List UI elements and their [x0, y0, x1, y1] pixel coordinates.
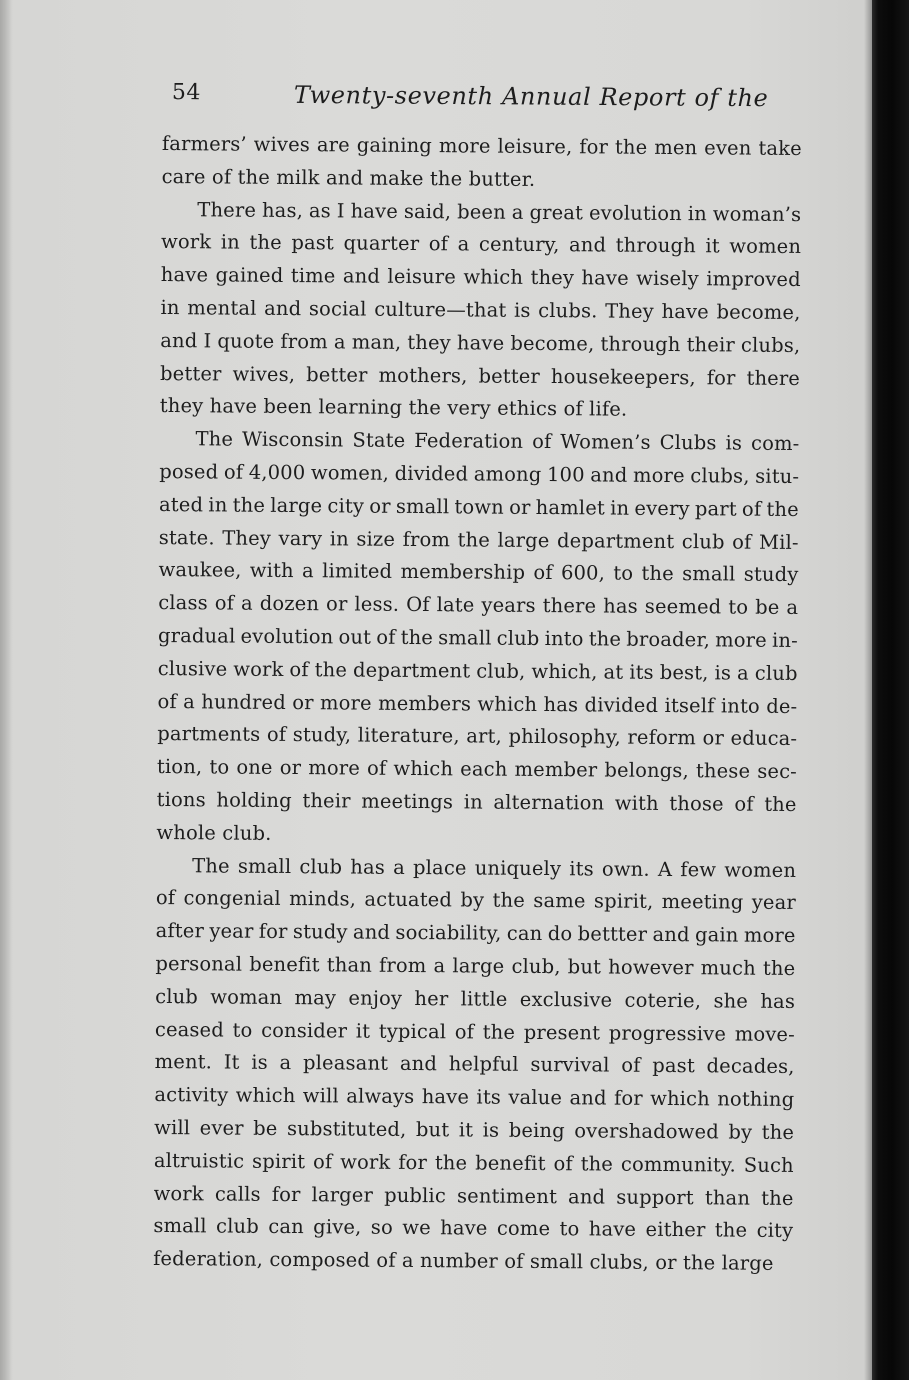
- text-line: farmers’ wives are gaining more leisure, for the men even take: [161, 131, 802, 161]
- text-line: work calls for larger public sentiment and support than the: [153, 1181, 794, 1210]
- text-line: altruistic spirit of work for the benefit of the community. Such: [153, 1148, 794, 1177]
- text-line: There has, as I have said, been a great evolution in woman’s: [197, 197, 802, 226]
- text-line: after year for study and sociability, can do bettter and gain more: [155, 919, 796, 948]
- text-line: they have been learning the very ethics of life.: [159, 394, 628, 422]
- text-line: will ever be substituted, but it is being overshadowed by the: [154, 1115, 795, 1144]
- text-line: class of a dozen or less. Of late years there has seemed to be a: [158, 591, 799, 620]
- text-line: small club can give, so we have come to have either the city: [153, 1214, 794, 1243]
- text-line: ment. It is a pleasant and helpful survival of past decades,: [154, 1050, 795, 1079]
- text-line: care of the milk and make the butter.: [161, 164, 536, 191]
- text-line: ceased to consider it typical of the present progressive move-: [154, 1017, 795, 1046]
- text-line: whole club.: [156, 820, 272, 845]
- text-line: and I quote from a man, they have become, through their clubs,: [160, 328, 801, 357]
- text-line: in mental and social culture—that is clubs. They have become,: [160, 295, 801, 325]
- text-line: waukee, with a limited membership of 600, to the small study: [158, 558, 799, 587]
- gutter-shadow: [0, 0, 12, 1380]
- text-line: federation, composed of a number of small clubs, or the large: [153, 1247, 774, 1275]
- text-line: tions holding their meetings in alternation with those of the: [156, 787, 797, 816]
- text-line: activity which will always have its value and for which nothing: [154, 1083, 795, 1112]
- page-edge-shade: [864, 0, 872, 1380]
- body-text: [153, 128, 802, 1281]
- book-cover-edge: [872, 0, 909, 1380]
- text-line: clusive work of the department club, which, at its best, is a club: [157, 656, 798, 685]
- text-line: of a hundred or more members which has divided itself into de-: [157, 689, 798, 718]
- running-head: Twenty-seventh Annual Report of the: [293, 80, 769, 113]
- text-line: personal benefit than from a large club, but however much the: [155, 951, 796, 980]
- text-line: tion, to one or more of which each member belongs, these sec-: [156, 755, 798, 784]
- text-line: gradual evolution out of the small club into the broader, more in-: [157, 623, 798, 652]
- paragraph: [160, 194, 802, 429]
- page-number: 54: [171, 79, 201, 106]
- text-line: posed of 4,000 women, divided among 100 and more clubs, situ-: [159, 459, 800, 488]
- text-line: state. They vary in size from the large department club of Mil-: [158, 525, 799, 554]
- paragraph: [156, 423, 799, 854]
- text-line: have gained time and leisure which they have wisely improved: [160, 263, 801, 292]
- paragraph: [161, 128, 801, 199]
- page-header: [172, 76, 792, 120]
- text-line: partments of study, literature, art, philosophy, reform or educa-: [157, 722, 798, 751]
- text-line: The small club has a place uniquely its own. A few women: [192, 853, 797, 882]
- paragraph: [153, 850, 796, 1281]
- text-line: club woman may enjoy her little exclusive coterie, she has: [155, 984, 796, 1013]
- text-line: better wives, better mothers, better housekeepers, for there: [159, 361, 801, 390]
- text-line: The Wisconsin State Federation of Women’s Clubs is com-: [195, 427, 800, 456]
- text-line: work in the past quarter of a century, and through it women: [161, 230, 802, 259]
- text-line: ated in the large city or small town or hamlet in every part of the: [158, 492, 799, 521]
- text-line: of congenial minds, actuated by the same spirit, meeting year: [155, 886, 797, 915]
